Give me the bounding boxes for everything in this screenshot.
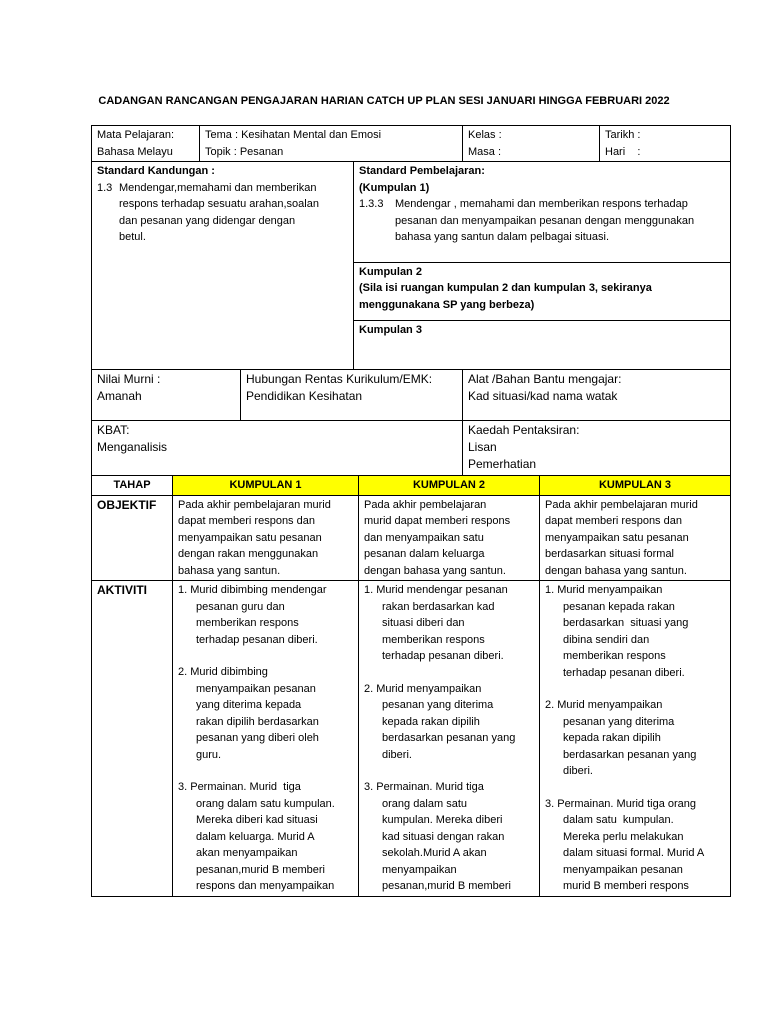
aktiviti-line: 1. Murid menyampaikan: [545, 584, 663, 596]
aktiviti-k2-cell: [359, 581, 540, 897]
aktiviti-line: 3. Permainan. Murid tiga: [178, 781, 301, 793]
aktiviti-line: dibina sendiri dan: [563, 633, 650, 646]
hubungan-cell: [241, 370, 463, 421]
aktiviti-line: orang dalam satu: [382, 797, 467, 810]
kumpulan1-header: KUMPULAN 1: [173, 476, 359, 496]
aktiviti-k1-item-2: [178, 664, 353, 763]
aktiviti-line: yang diterima kepada: [196, 699, 302, 711]
kumpulan2-header: KUMPULAN 2: [359, 476, 540, 496]
kaedah-value-1: Lisan: [468, 440, 497, 454]
page-title: CADANGAN RANCANGAN PENGAJARAN HARIAN CATCH UP PLAN SESI JANUARI HINGGA FEBRUARI 2022: [98, 95, 670, 107]
aktiviti-line: memberikan respons: [196, 617, 299, 629]
hubungan-value: Pendidikan Kesihatan: [246, 389, 363, 403]
aktiviti-k2-item-2: [364, 681, 534, 764]
nilai-table: [91, 369, 731, 421]
aktiviti-k1-item-1: [178, 582, 353, 648]
aktiviti-line: Mereka diberi kad situasi: [196, 814, 318, 826]
aktiviti-line: rakan berdasarkan kad: [382, 600, 495, 613]
aktiviti-line: respons dan menyampaikan: [196, 880, 335, 892]
aktiviti-line: kepada rakan dipilih: [563, 732, 661, 744]
kumpulan2-note-line1: (Sila isi ruangan kumpulan 2 dan kumpulan 3, sekiranya: [359, 282, 652, 295]
standard-kandungan-line4: betul.: [119, 231, 146, 243]
objektif-k2-line: pesanan dalam keluarga: [364, 548, 485, 560]
aktiviti-line: 2. Murid dibimbing: [178, 666, 268, 678]
mata-pelajaran-label: Mata Pelajaran:: [97, 129, 175, 141]
aktiviti-line: guru.: [196, 748, 222, 761]
objektif-k2-line: dengan bahasa yang santun.: [364, 564, 506, 577]
aktiviti-line: terhadap pesanan diberi.: [382, 650, 504, 662]
aktiviti-line: pesanan yang diberi oleh: [196, 732, 319, 744]
header-table: [91, 125, 731, 162]
objektif-k3-line: menyampaikan satu pesanan: [545, 531, 689, 544]
aktiviti-k1-cell: [173, 581, 359, 897]
nilai-murni-label: Nilai Murni :: [97, 372, 161, 386]
kbat-label: KBAT:: [97, 423, 130, 437]
tarikh-label: Tarikh :: [605, 129, 641, 141]
standard-kandungan-line2: respons terhadap sesuatu arahan,soalan: [119, 198, 319, 210]
kelas-masa-cell: [463, 126, 600, 162]
aktiviti-line: situasi diberi dan: [382, 617, 465, 629]
aktiviti-line: berdasarkan pesanan yang: [563, 748, 697, 761]
aktiviti-line: menyampaikan pesanan: [563, 863, 683, 876]
aktiviti-line: memberikan respons: [563, 650, 666, 662]
spacer: [545, 780, 725, 796]
aktiviti-line: pesanan guru dan: [196, 600, 285, 613]
kumpulan3-label: Kumpulan 3: [359, 324, 422, 337]
tahap-header: TAHAP: [92, 476, 173, 496]
standard-kandungan-line3: dan pesanan yang didengar dengan: [119, 214, 296, 227]
objektif-k1-line: menyampaikan satu pesanan: [178, 531, 322, 544]
aktiviti-line: terhadap pesanan diberi.: [563, 666, 685, 679]
standard-pembelajaran-item: [359, 196, 725, 213]
aktiviti-line: diberi.: [382, 748, 412, 761]
kumpulan-grid: [91, 475, 731, 897]
objektif-k2-cell: [359, 495, 540, 581]
aktiviti-line: sekolah.Murid A akan: [382, 847, 487, 859]
standards-table: [91, 161, 731, 370]
standard-kandungan-label: Standard Kandungan :: [97, 165, 215, 177]
alat-label: Alat /Bahan Bantu mengajar:: [468, 372, 622, 386]
kumpulan2-label: Kumpulan 2: [359, 265, 422, 278]
objektif-k3-cell: [540, 495, 731, 581]
aktiviti-line: rakan dipilih berdasarkan: [196, 715, 319, 728]
objektif-k3-line: Pada akhir pembelajaran murid: [545, 498, 698, 511]
aktiviti-k3-item-3: [545, 796, 725, 895]
aktiviti-k3-cell: [540, 581, 731, 897]
aktiviti-line: berdasarkan situasi yang: [563, 617, 689, 629]
standard-pembelajaran-number: 1.3.3: [359, 198, 384, 210]
aktiviti-label: AKTIVITI: [92, 581, 173, 897]
kaedah-value-2: Pemerhatian: [468, 457, 537, 471]
aktiviti-line: kumpulan. Mereka diberi: [382, 814, 503, 826]
tarikh-hari-cell: [600, 126, 731, 162]
spacer: [364, 763, 534, 779]
aktiviti-line: akan menyampaikan: [196, 847, 298, 859]
aktiviti-line: pesanan,murid B memberi: [382, 880, 512, 892]
kaedah-label: Kaedah Pentaksiran:: [468, 423, 580, 437]
spacer: [364, 665, 534, 681]
nilai-murni-cell: [92, 370, 241, 421]
standard-pembelajaran-line2: pesanan dan menyampaikan pesanan dengan menggunakan: [395, 214, 695, 227]
hari-label: Hari :: [605, 145, 641, 158]
kumpulan3-header: KUMPULAN 3: [540, 476, 731, 496]
objektif-k2-line: murid dapat memberi respons: [364, 515, 511, 527]
aktiviti-line: 2. Murid menyampaikan: [364, 682, 482, 695]
standard-pembelajaran-k2-cell: [354, 262, 731, 320]
aktiviti-line: dalam satu kumpulan.: [563, 814, 674, 826]
aktiviti-k2-item-1: [364, 582, 534, 665]
spacer: [178, 763, 353, 779]
mata-pelajaran-value: Bahasa Melayu: [97, 145, 173, 158]
aktiviti-line: terhadap pesanan diberi.: [196, 633, 318, 646]
objektif-label: OBJEKTIF: [92, 495, 173, 581]
aktiviti-line: dalam keluarga. Murid A: [196, 830, 315, 843]
kbat-cell: [92, 421, 463, 476]
aktiviti-line: 3. Permainan. Murid tiga orang: [545, 797, 697, 810]
objektif-k3-line: berdasarkan situasi formal: [545, 548, 675, 560]
aktiviti-line: orang dalam satu kumpulan.: [196, 797, 335, 810]
aktiviti-line: kepada rakan dipilih: [382, 715, 480, 728]
mata-pelajaran-cell: [92, 126, 200, 162]
aktiviti-line: 1. Murid dibimbing mendengar: [178, 584, 327, 596]
aktiviti-line: pesanan yang diterima: [382, 699, 494, 711]
kaedah-cell: [463, 421, 731, 476]
aktiviti-line: Mereka perlu melakukan: [563, 830, 684, 843]
aktiviti-line: dalam situasi formal. Murid A: [563, 847, 705, 859]
hubungan-label: Hubungan Rentas Kurikulum/EMK:: [246, 372, 433, 386]
tema-topik-cell: [200, 126, 463, 162]
objektif-k1-cell: [173, 495, 359, 581]
aktiviti-line: 1. Murid mendengar pesanan: [364, 584, 508, 596]
aktiviti-line: 3. Permainan. Murid tiga: [364, 781, 484, 793]
masa-label: Masa :: [468, 145, 502, 158]
objektif-k3-line: dapat memberi respons dan: [545, 515, 682, 527]
lesson-plan-form: [91, 125, 730, 897]
tema-text: Tema : Kesihatan Mental dan Emosi: [205, 129, 382, 141]
kumpulan1-label: (Kumpulan 1): [359, 181, 430, 194]
alat-cell: [463, 370, 731, 421]
standard-kandungan-number: 1.3: [97, 181, 113, 194]
objektif-k1-line: dengan rakan menggunakan: [178, 548, 319, 560]
standard-pembelajaran-label: Standard Pembelajaran:: [359, 165, 485, 177]
kbat-value: Menganalisis: [97, 440, 168, 454]
aktiviti-line: murid B memberi respons: [563, 880, 689, 892]
spacer: [178, 648, 353, 664]
aktiviti-line: kad situasi dengan rakan: [382, 830, 505, 843]
alat-value: Kad situasi/kad nama watak: [468, 389, 618, 403]
kumpulan2-note-line2: menggunakana SP yang berbeza): [359, 298, 535, 311]
objektif-k1-line: dapat memberi respons dan: [178, 515, 315, 527]
standard-kandungan-item: [97, 180, 348, 197]
standard-pembelajaran-line1: Mendengar , memahami dan memberikan respons terhadap: [395, 198, 688, 210]
aktiviti-line: pesanan,murid B memberi: [196, 863, 326, 876]
objektif-k1-line: bahasa yang santun.: [178, 564, 281, 577]
objektif-k2-line: dan menyampaikan satu: [364, 531, 484, 544]
standard-kandungan-cell: [92, 162, 354, 370]
aktiviti-k1-item-3: [178, 779, 353, 895]
aktiviti-line: 2. Murid menyampaikan: [545, 699, 663, 711]
kbat-table: [91, 420, 731, 476]
aktiviti-line: pesanan yang diterima: [563, 715, 675, 728]
aktiviti-line: pesanan kepada rakan: [563, 600, 675, 613]
objektif-k2-line: Pada akhir pembelajaran: [364, 498, 487, 511]
objektif-k1-line: Pada akhir pembelajaran murid: [178, 498, 331, 511]
standard-pembelajaran-line3: bahasa yang santun dalam pelbagai situasi.: [395, 231, 610, 243]
kelas-label: Kelas :: [468, 129, 502, 141]
topik-text: Topik : Pesanan: [205, 145, 284, 158]
aktiviti-line: berdasarkan pesanan yang: [382, 732, 516, 744]
aktiviti-line: menyampaikan pesanan: [196, 682, 316, 695]
standard-pembelajaran-k3-cell: [354, 321, 731, 370]
spacer: [545, 681, 725, 697]
aktiviti-k3-item-1: [545, 582, 725, 681]
aktiviti-line: menyampaikan: [382, 863, 457, 876]
aktiviti-line: diberi.: [563, 765, 593, 777]
aktiviti-k2-item-3: [364, 779, 534, 895]
standard-kandungan-line1: Mendengar,memahami dan memberikan: [119, 181, 317, 194]
aktiviti-k3-item-2: [545, 697, 725, 780]
objektif-k3-line: dengan bahasa yang santun.: [545, 564, 687, 577]
nilai-murni-value: Amanah: [97, 389, 142, 403]
aktiviti-line: memberikan respons: [382, 633, 485, 646]
standard-pembelajaran-k1-cell: [354, 162, 731, 263]
